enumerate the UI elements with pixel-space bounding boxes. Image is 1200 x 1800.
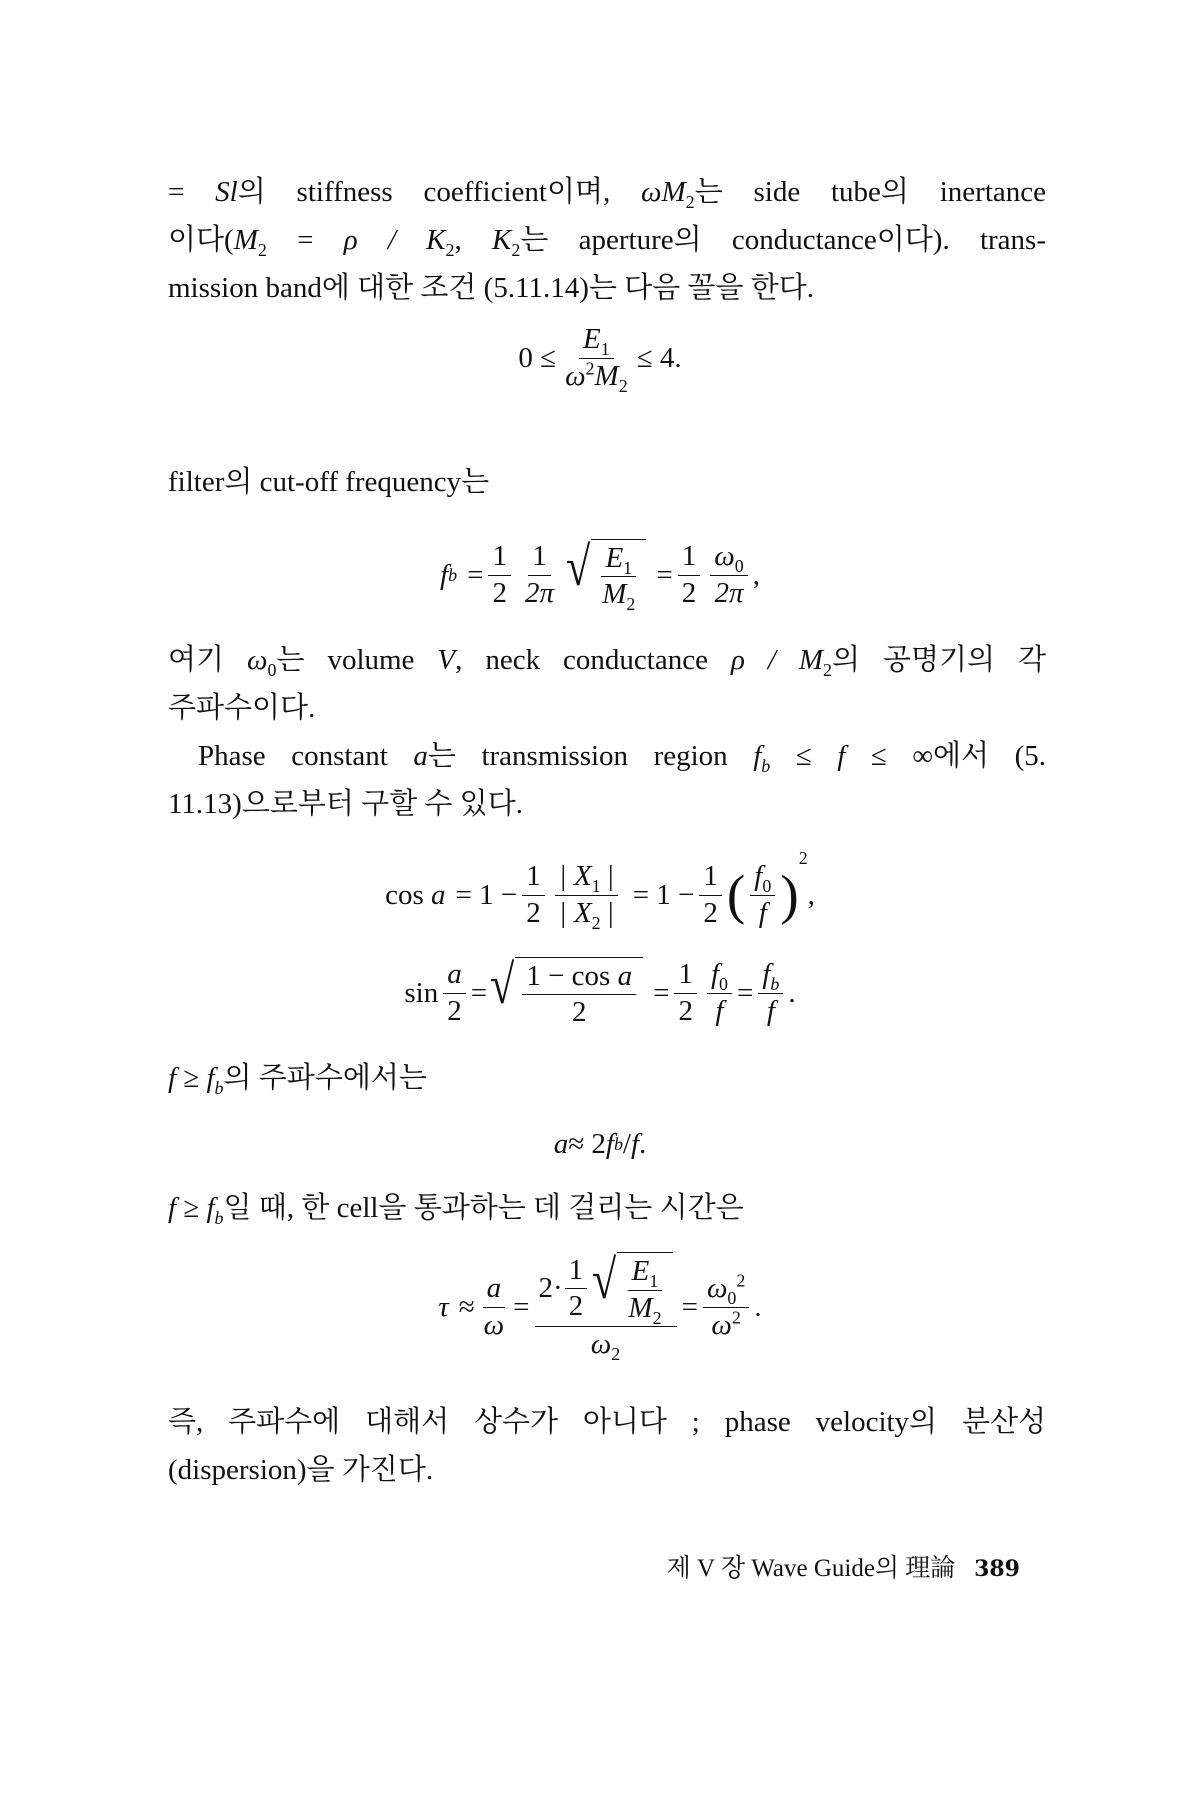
paragraph-resonator-line-2: 주파수이다. [168,692,316,724]
paragraph-intro-line-3: mission band에 대한 조건 (5.11.14)는 다음 꼴을 한다. [168,272,815,304]
fraction: $\frac{1}{2}$ [488,540,511,610]
equation-cutoff-frequency: f b = $\frac{1}{2}$ $\frac{1}{2\pi}$ √ $\frac{E_1}{M_2}$ = $\frac{1}{2}$ $\frac{\omega_0}{2\pi}$ , [440,535,760,614]
fraction: $\frac{| X_1 |}{| X_2 |}$ [555,860,618,930]
fraction: $\frac{E_1}{\omega^2M_2}$ [565,323,628,396]
paragraph-phase-constant [168,732,1046,828]
paragraph-resonator [168,636,1046,732]
fraction: $\frac{1}{2}$ [678,540,701,610]
equation-cos-a: cos a = 1 − $\frac{1}{2}$ $\frac{| X_1 |}{| X_2 |}$ = 1 − $\frac{1}{2}$ ( $\frac{f_0}{f}$ ) 2 , [385,848,815,933]
fraction: $\frac{f_0}{f}$ [707,958,732,1028]
paragraph-resonator-line-1: 여기 $\omega_0$는 volume V, neck conductance ρ / $M_2$의 공명기의 각 [168,644,1046,680]
square-root: √ $\frac{\text{1 − cos a}}{2}$ [487,957,643,1030]
paragraph-transit-time: $f \ge f_b$일 때, 한 cell을 통과하는 데 걸리는 시간은 [168,1192,744,1228]
paragraph-dispersion [168,1398,1046,1494]
fraction: $\frac{1}{2}$ [522,860,545,930]
paragraph-dispersion-line-1: 즉, 주파수에 대해서 상수가 아니다 ; phase velocity의 분산성 [168,1406,1046,1438]
fraction: $\frac{1}{2\pi}$ [524,540,554,609]
paragraph-high-frequency: $f \ge f_b$의 주파수에서는 [168,1062,427,1098]
paragraph-intro-line-1: = Sl의 stiffness coefficient이며, $\omega M_2$는 side tube의 inertance [168,176,1047,212]
fraction: $\frac{\text{1 − cos a}}{2}$ [522,960,636,1030]
equation-band-condition: 0 ≤ $\frac{E_1}{\omega^2M_2}$ ≤ 4. [518,323,682,396]
fraction: $\frac{f_0}{f}$ [750,860,775,930]
fraction: $\frac{E_1}{M_2}$ [628,1255,662,1328]
square-root: √ $\frac{E_1}{M_2}$ [589,1252,672,1325]
fraction: $\frac{1}{2}$ [699,860,722,930]
fraction: 2· $\frac{1}{2}$ √ $\frac{E_1}{M_2}$ $\omega_2$ [535,1252,677,1361]
fraction: $\frac{a}{\omega}$ [483,1272,505,1341]
paragraph-cutoff: filter의 cut-off frequency는 [168,466,490,498]
fraction: $\frac{\omega_0}{2\pi}$ [710,540,747,610]
fraction: $\frac{1}{2}$ [674,958,697,1028]
paragraph-intro [168,168,1046,312]
equation-sin-half-a: sin $\frac{a}{2}$ = √ $\frac{\text{1 − cos a}}{2}$ = $\frac{1}{2}$ $\frac{f_0}{f}$ = $\frac{f_b}{f}$ . [404,953,796,1028]
page-footer [600,1548,1020,1584]
fraction: $\frac{E_1}{M_2}$ [602,541,636,614]
fraction: $\frac{a}{2}$ [443,958,466,1028]
fraction: $\frac{f_b}{f}$ [758,958,783,1028]
fraction: $\frac{1}{2}$ [565,1254,588,1324]
chapter-title: 제 V 장 Wave Guide의 理論 [666,1555,956,1582]
paragraph-intro-line-2: 이다($M_2 = \rho / K_2$, $K_2$는 aperture의 conductance이다). trans- [168,224,1046,260]
page-number: 389 [974,1556,1020,1582]
paragraph-phase-line-1: Phase constant a는 transmission region $f_b \le f$ ≤ ∞에서 (5. [198,740,1046,776]
fraction: $\frac{\omega_0^2}{\omega^2}$ [703,1272,749,1342]
equation-tau: τ ≈ $\frac{a}{\omega}$ = 2· $\frac{1}{2}$ √ $\frac{E_1}{M_2}$ $\omega_2$ = $\frac{\omega_0^2}{\omega^2}$ . [438,1249,762,1364]
paragraph-phase-line-2: 11.13)으로부터 구할 수 있다. [168,788,523,820]
square-root: √ $\frac{E_1}{M_2}$ [563,539,646,612]
equation-a-approx: a ≈ 2 f b / f . [553,1127,647,1160]
paragraph-dispersion-line-2: (dispersion)을 가진다. [168,1454,434,1486]
